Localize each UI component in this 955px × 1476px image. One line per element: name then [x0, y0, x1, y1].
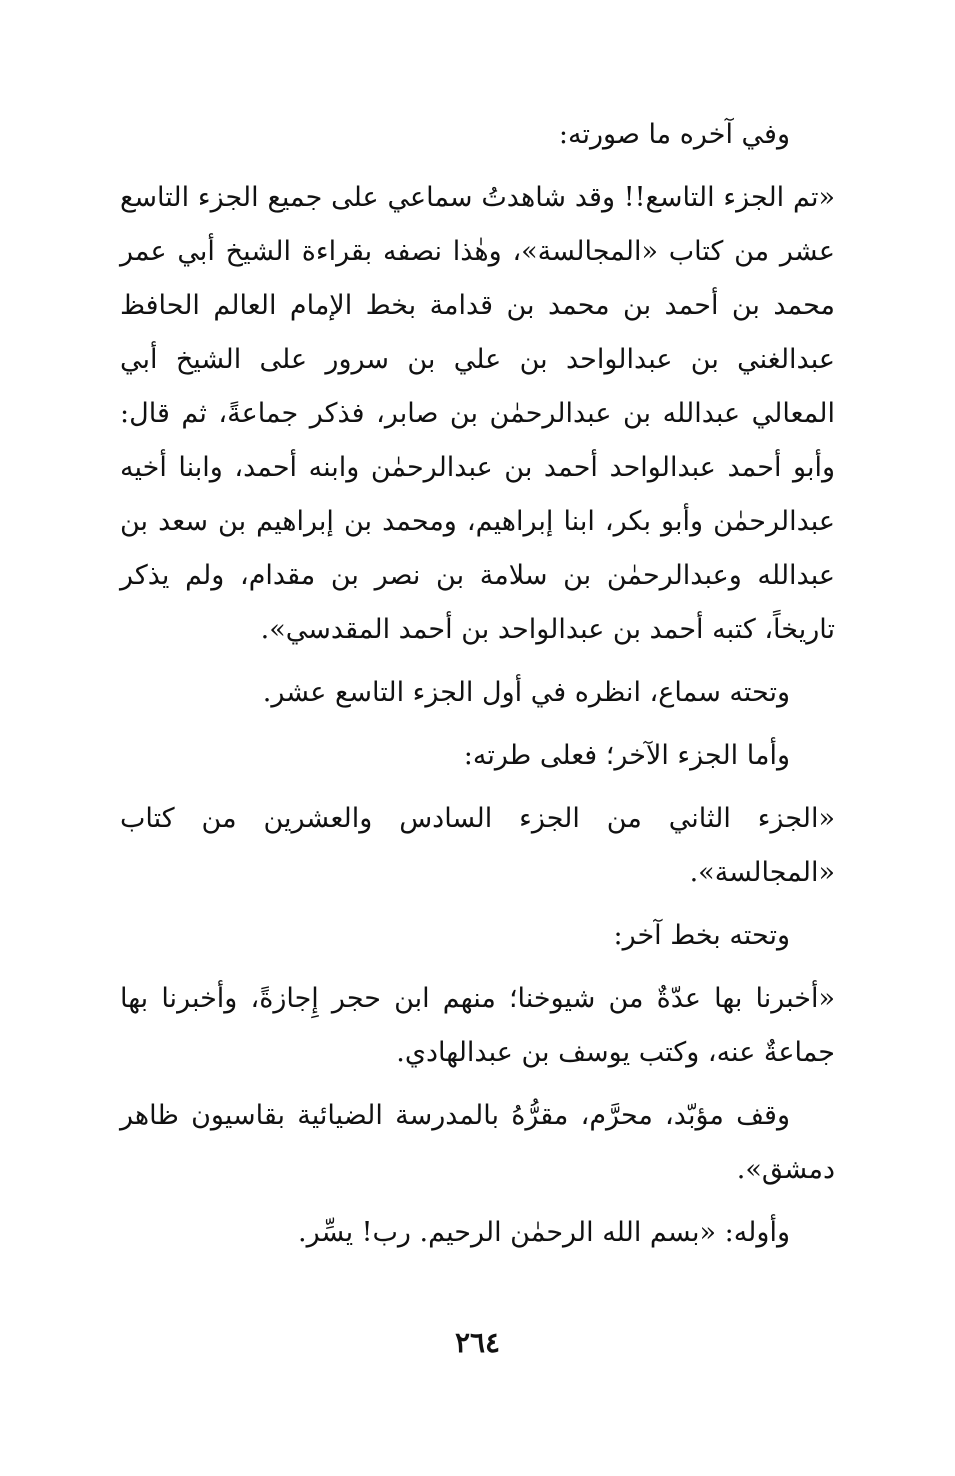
paragraph-title-quote: «الجزء الثاني من الجزء السادس والعشرين من كتاب «المجالسة». [120, 803, 835, 888]
page-number: ٢٦٤ [454, 1326, 501, 1359]
paragraph-other-part: وأما الجزء الآخر؛ فعلى طرته: [463, 740, 790, 771]
paragraph-ijaza-quote: «أخبرنا بها عدّةٌ من شيوخنا؛ منهم ابن حجر إِجازةً، وأخبرنا بها جماعةٌ عنه، وكتب يوسف بن عبدالهادي. [120, 983, 835, 1068]
paragraph-opening: وأوله: «بسم الله الرحمٰن الرحيم. رب! يسِّر. [298, 1217, 790, 1248]
paragraph-below-sama: وتحته سماع، انظره في أول الجزء التاسع عشر. [262, 677, 790, 708]
paragraph-waqf: وقف مؤبّد، محرَّم، مقرُّهُ بالمدرسة الضيائية بقاسيون ظاهر دمشق». [120, 1100, 835, 1185]
paragraph-quote-sama: «تم الجزء التاسع!! وقد شاهدتُ سماعي على جميع الجزء التاسع عشر من كتاب «المجالسة»، وهٰذا نصفه بقراءة الشيخ أبي عمر محمد بن أحمد بن محمد بن قدامة بخط الإمام العالم الحافظ عبدالغني بن عبدالواحد بن علي بن سرور على الشيخ أبي المعالي عبدالله بن عبدالرحمٰن بن صابر، فذكر جماعةً، ثم قال: وأبو أحمد عبدالواحد أحمد بن عبدالرحمٰن وابنه أحمد، وابنا أخيه عبدالرحمٰن وأبو بكر، ابنا إبراهيم، ومحمد بن إبراهيم بن سعد بن عبدالله وعبدالرحمٰن بن سلامة بن نصر بن مقدام، ولم يذكر تاريخاً، كتبه أحمد بن عبدالواحد بن أحمد المقدسي». [120, 182, 835, 645]
page-body [120, 108, 835, 1269]
paragraph-intro: وفي آخره ما صورته: [558, 119, 790, 150]
paragraph-other-hand: وتحته بخط آخر: [613, 920, 790, 951]
